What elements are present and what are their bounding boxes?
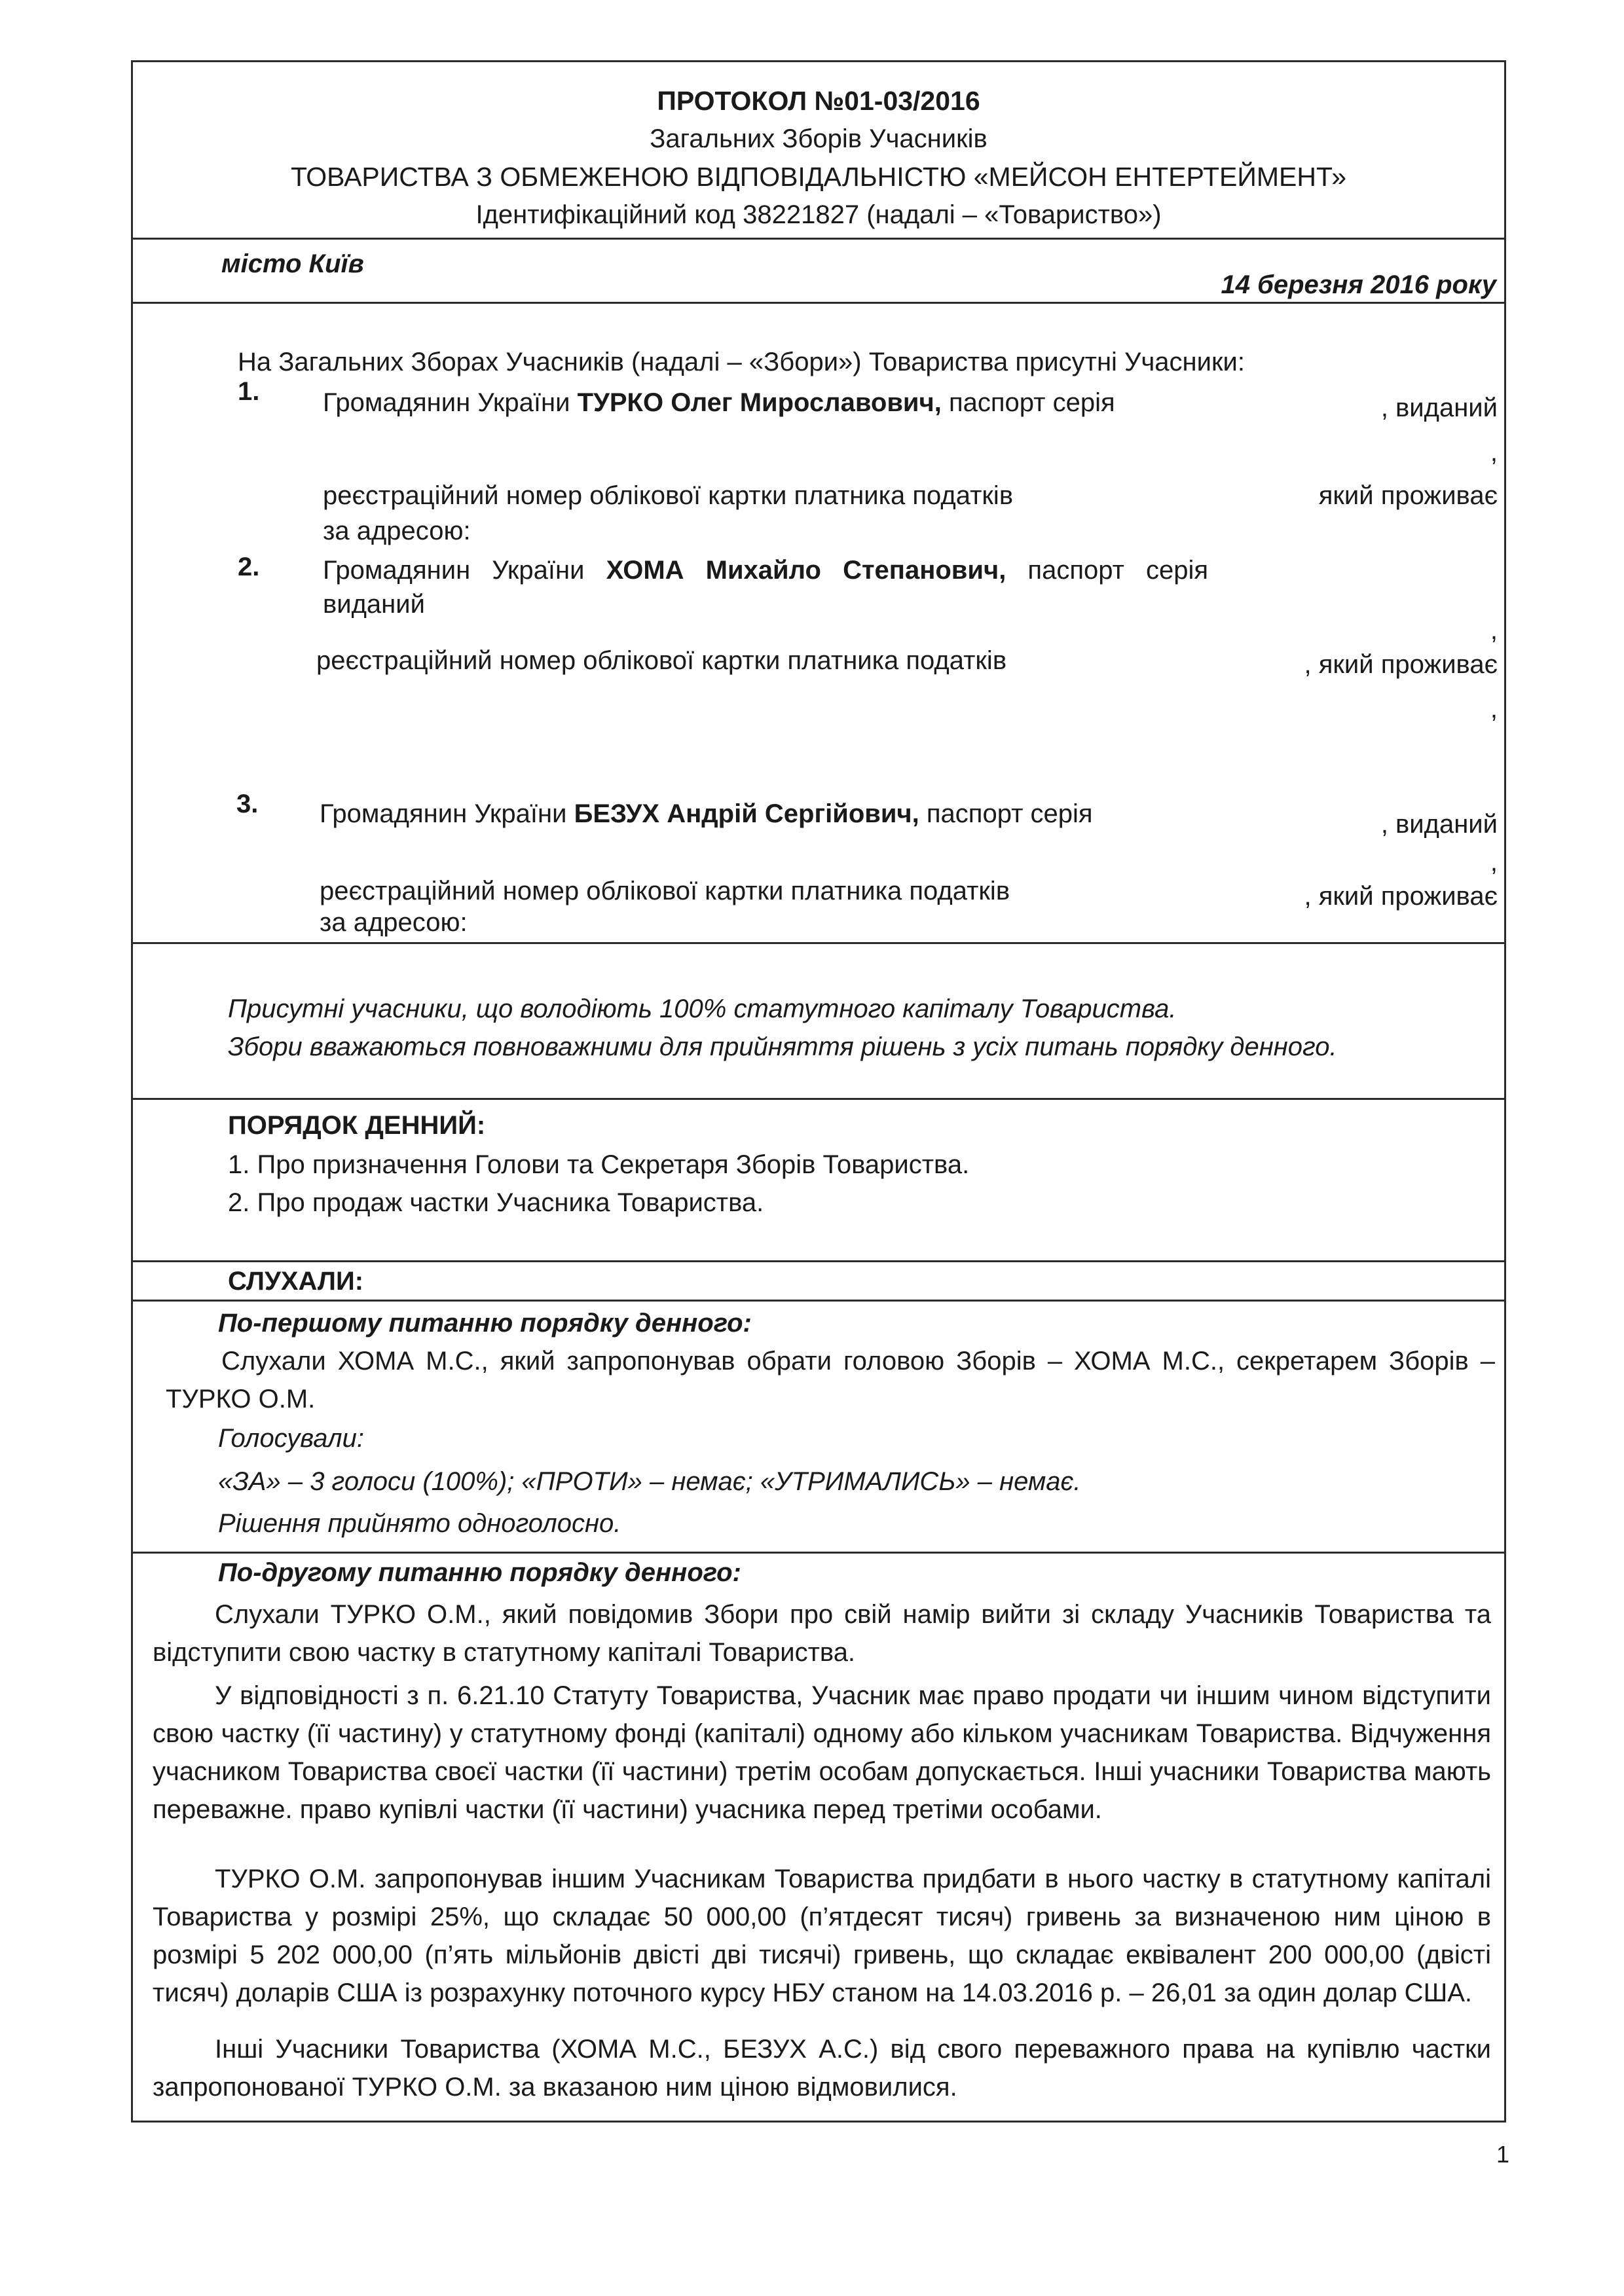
- protocol-document: [131, 60, 1506, 2123]
- protocol-title: ПРОТОКОЛ №01-03/2016: [657, 86, 980, 116]
- document-header: [133, 62, 1504, 238]
- participants-section: На Загальних Зборах Учасників (надалі – «Збори») Товариства присутні Учасники: 1. Громадянин України ТУРКО Олег Мирославович, паспорт серія , виданий , реєстраційний номер облікової картки платника податків який проживає за адресою: 2. Громадянин України ХОМА Михайло Степанович, паспорт серія виданий , реєстраційний номер облікової картки платника податків , який проживає , 3. Громадянин України БЕЗУХ Андрій Сергійович, паспорт серія , виданий , реєстраційний номер облікової картки платника податків , який проживає за адресою:: [133, 302, 1504, 942]
- participants-intro: На Загальних Зборах Учасників (надалі – «Збори») Товариства присутні Учасники:: [238, 348, 1245, 376]
- question-2-para-3: ТУРКО О.М. запропонував іншим Учасникам Товариства придбати в нього частку в статутному капіталі Товариства у розмірі 25%, що складає 50 000,00 (п’ятдесят тисяч) гривень за визначеною ним ціною в розмірі 5 202 000,00 (п’ять мільйонів двісті дві тисячі) гривень, що складає еквівалент 200 000,00 (двісті тисяч) доларів США із розрахунку поточного курсу НБУ станом на 14.03.2016 р. – 26,01 за один долар США.: [153, 1865, 1491, 2007]
- participant-2-name: ХОМА Михайло Степанович,: [606, 556, 1006, 585]
- participant-3-number: 3.: [236, 790, 259, 818]
- page-number: 1: [1496, 2141, 1509, 2168]
- participant-3-tax-id-label: реєстраційний номер облікової картки платника податків: [320, 877, 1010, 905]
- participant-1-name: ТУРКО Олег Мирославович,: [577, 388, 942, 417]
- participant-1-address-label: за адресою:: [323, 517, 471, 545]
- question-1-title: По-першому питанню порядку денного:: [218, 1309, 752, 1338]
- participant-2-issued: виданий: [323, 590, 425, 619]
- participant-2-number: 2.: [238, 553, 260, 581]
- agenda-item-2: 2. Про продаж частки Учасника Товариства.: [228, 1188, 764, 1217]
- participant-1-number: 1.: [238, 377, 260, 406]
- question-2-para-4: Інші Учасники Товариства (ХОМА М.С., БЕЗУХ А.С.) від свого переважного права на купівлю частки запропонованої ТУРКО О.М. за вказаною ним ціною відмовилися.: [153, 2035, 1491, 2102]
- participant-2-line: Громадянин України ХОМА Михайло Степанович, паспорт серія: [323, 556, 1209, 585]
- question-2-title: По-другому питанню порядку денного:: [218, 1558, 741, 1587]
- participant-1-line: Громадянин України ТУРКО Олег Мирославович, паспорт серія: [323, 388, 1115, 417]
- heard-title: СЛУХАЛИ:: [228, 1267, 364, 1296]
- quorum-line-1: Присутні учасники, що володіють 100% статутного капіталу Товариства.: [228, 994, 1177, 1023]
- company-name: ТОВАРИСТВА З ОБМЕЖЕНОЮ ВІДПОВІДАЛЬНІСТЮ «МЕЙСОН ЕНТЕРТЕЙМЕНТ»: [291, 162, 1346, 192]
- question-2-para-1: Слухали ТУРКО О.М., який повідомив Збори про свій намір вийти зі складу Учасників Товариства та відступити свою частку в статутному капіталі Товариства.: [153, 1600, 1491, 1667]
- question-2-section: [133, 1552, 1504, 2124]
- city: місто Київ: [221, 249, 364, 278]
- participant-1-resides: який проживає: [1318, 481, 1498, 510]
- participant-2-resides: , який проживає: [1304, 650, 1498, 679]
- quorum-line-2: Збори вважаються повноважними для прийняття рішень з усіх питань порядку денного.: [228, 1032, 1337, 1061]
- agenda-item-1: 1. Про призначення Голови та Секретаря Зборів Товариства.: [228, 1150, 970, 1179]
- quorum-section: [133, 942, 1504, 1098]
- meeting-name: Загальних Зборів Учасників: [650, 124, 987, 153]
- heard-title-row: [133, 1260, 1504, 1300]
- participant-3-issued: , виданий: [1380, 810, 1498, 839]
- participant-2-tax-id-label: реєстраційний номер облікової картки платника податків: [316, 646, 1007, 675]
- participant-3-line: Громадянин України БЕЗУХ Андрій Сергійович, паспорт серія: [320, 799, 1093, 828]
- question-1-voted: Голосували:: [218, 1424, 364, 1453]
- company-code: Ідентифікаційний код 38221827 (надалі – «Товариство»): [475, 200, 1162, 229]
- meeting-date: 14 березня 2016 року: [1221, 270, 1496, 299]
- question-1-decision: Рішення прийнято одноголосно.: [218, 1509, 621, 1538]
- question-1-section: [133, 1300, 1504, 1552]
- participant-3-name: БЕЗУХ Андрій Сергійович,: [574, 799, 919, 828]
- question-2-para-2: У відповідності з п. 6.21.10 Статуту Товариства, Учасник має право продати чи іншим чином відступити свою частку (її частину) у статутному фонді (капіталі) одному або кільком учасникам Товариства. Відчуження учасником Товариства своєї частки (її частини) третім особам допускається. Інші учасники Товариства мають переважне. право купівлі частки (її частини) учасника перед третіми особами.: [153, 1681, 1491, 1824]
- place-date-row: [133, 238, 1504, 302]
- participant-1-tax-id-label: реєстраційний номер облікової картки платника податків: [323, 481, 1014, 510]
- participant-1-issued: , виданий: [1380, 393, 1498, 422]
- agenda-section: [133, 1098, 1504, 1260]
- agenda-title: ПОРЯДОК ДЕННИЙ:: [228, 1111, 486, 1140]
- question-1-text: Слухали ХОМА М.С., який запропонував обрати головою Зборів – ХОМА М.С., секретарем Зборів – ТУРКО О.М.: [166, 1347, 1495, 1413]
- participant-3-resides: , який проживає: [1304, 882, 1498, 911]
- question-1-votes: «ЗА» – 3 голоси (100%); «ПРОТИ» – немає; «УТРИМАЛИСЬ» – немає.: [218, 1467, 1081, 1496]
- participant-3-address-label: за адресою:: [320, 908, 468, 937]
